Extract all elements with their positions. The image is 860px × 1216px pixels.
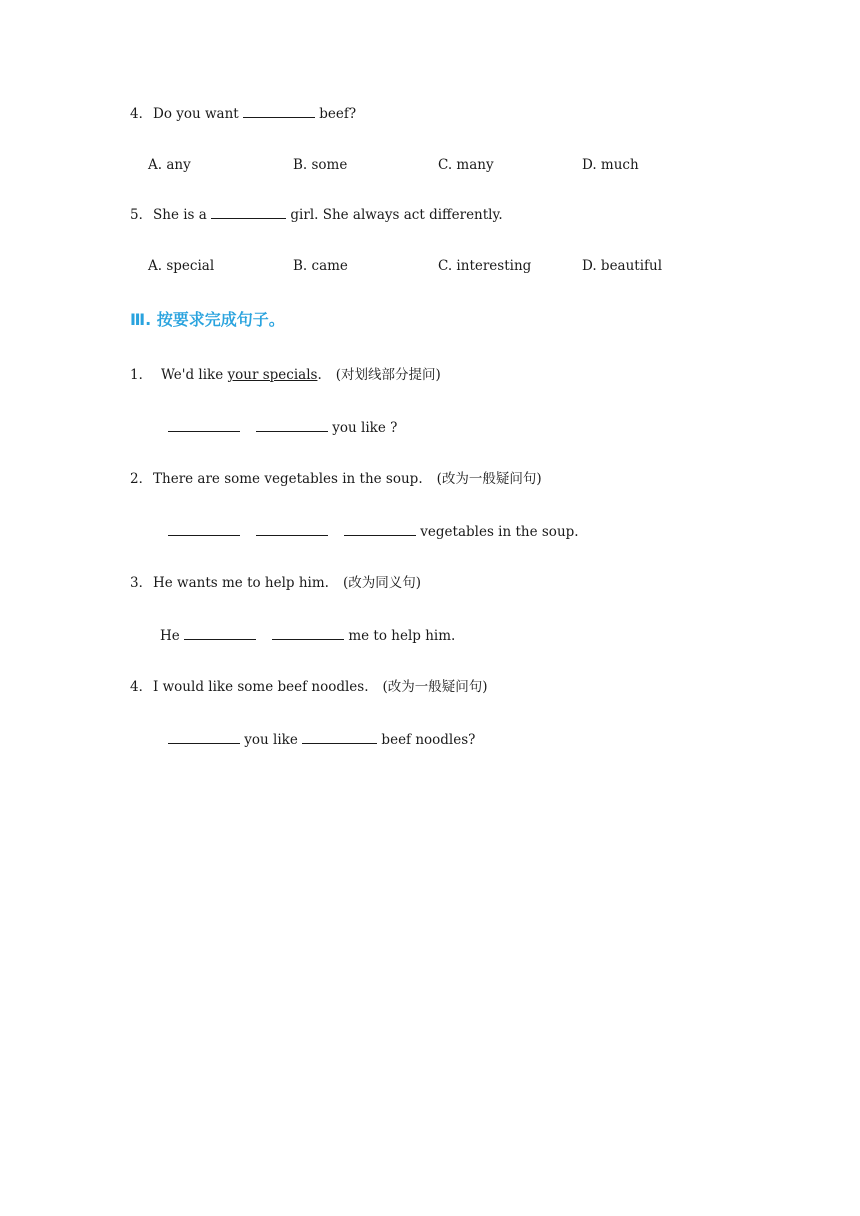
question-number: 1．	[130, 367, 153, 383]
rewrite-question-2	[130, 470, 542, 488]
answer-blank[interactable]	[302, 731, 377, 744]
answer-blank[interactable]	[211, 206, 286, 219]
rewrite-question-3	[130, 574, 421, 592]
option-b: B. some	[293, 157, 348, 173]
answer-text: you like	[240, 732, 303, 748]
mc-question-5	[130, 206, 503, 224]
answer-blank[interactable]	[256, 419, 328, 432]
answer-blank[interactable]	[184, 627, 256, 640]
underlined-phrase: your specials	[227, 367, 318, 383]
question-number: 4．	[130, 106, 153, 122]
answer-text: vegetables in the soup.	[416, 524, 579, 540]
answer-line-2	[168, 523, 579, 541]
section-heading: Ⅲ. 按要求完成句子。	[130, 310, 285, 329]
mc-question-4	[130, 105, 356, 123]
question-text: He wants me to help him.	[153, 575, 329, 591]
answer-line-1	[168, 419, 397, 437]
answer-blank[interactable]	[243, 105, 315, 118]
question-number: 4．	[130, 679, 153, 695]
answer-blank[interactable]	[168, 523, 240, 536]
option-a: A. any	[148, 157, 191, 173]
instruction-note: (改为同义句)	[342, 575, 422, 591]
instruction-note: (改为一般疑问句)	[382, 679, 488, 695]
answer-text: you like ?	[328, 420, 398, 436]
question-text: There are some vegetables in the soup.	[153, 471, 423, 487]
option-c: C. interesting	[438, 258, 532, 274]
answer-blank[interactable]	[168, 419, 240, 432]
question-number: 2．	[130, 471, 153, 487]
instruction-note: (对划线部分提问)	[335, 367, 441, 383]
question-text: Do you want	[153, 106, 243, 122]
question-number: 3．	[130, 575, 153, 591]
answer-line-4	[168, 731, 475, 749]
question-text: She is a	[153, 207, 212, 223]
answer-text: He	[160, 628, 185, 644]
option-d: D. beautiful	[582, 258, 663, 274]
answer-line-3	[160, 627, 455, 645]
answer-text: beef noodles?	[377, 732, 476, 748]
rewrite-question-1	[130, 366, 441, 384]
instruction-note: (改为一般疑问句)	[436, 471, 542, 487]
answer-blank[interactable]	[272, 627, 344, 640]
question-text: I would like some beef noodles.	[153, 679, 369, 695]
question-text: beef?	[315, 106, 357, 122]
option-c: C. many	[438, 157, 494, 173]
option-d: D. much	[582, 157, 639, 173]
answer-blank[interactable]	[168, 731, 240, 744]
rewrite-question-4	[130, 678, 488, 696]
option-b: B. came	[293, 258, 348, 274]
answer-blank[interactable]	[256, 523, 328, 536]
question-text: We'd like	[161, 367, 228, 383]
answer-text: me to help him.	[344, 628, 456, 644]
question-text: .	[317, 367, 322, 383]
option-a: A. special	[148, 258, 215, 274]
answer-blank[interactable]	[344, 523, 416, 536]
question-text: girl. She always act differently.	[286, 207, 503, 223]
question-number: 5．	[130, 207, 153, 223]
